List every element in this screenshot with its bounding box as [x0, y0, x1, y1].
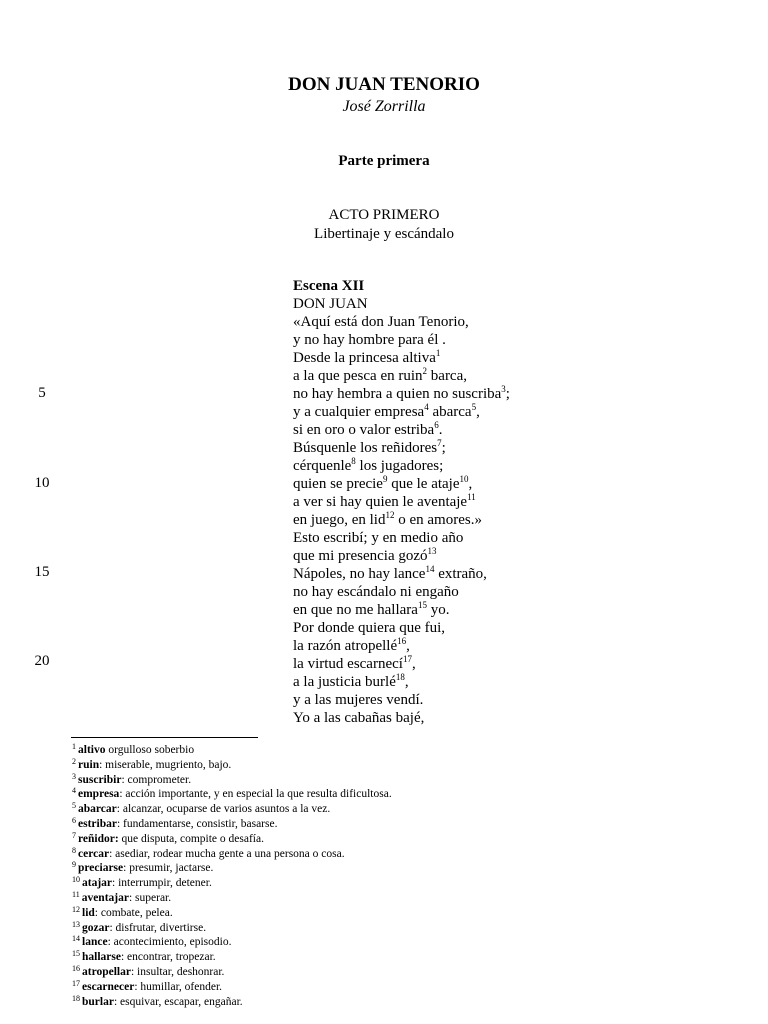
footnote-number: 14: [72, 934, 80, 944]
verse-text: a ver si hay quien le aventaje: [293, 494, 468, 510]
verse-line: [293, 547, 510, 565]
footnote-number: 7: [72, 830, 76, 840]
footnote: [72, 832, 392, 847]
footnote-definition: : miserable, mugriento, bajo.: [99, 758, 232, 771]
footnote-ref: 11: [467, 492, 476, 502]
verse-text: en que no me hallara: [293, 602, 418, 618]
verse-text: ;: [505, 386, 510, 402]
footnote-ref: 10: [459, 474, 469, 484]
verse-lines: [293, 313, 510, 727]
footnote: [72, 980, 392, 995]
footnote: [72, 758, 392, 773]
verse-line: [293, 421, 510, 439]
footnote-term: lid: [82, 906, 95, 919]
verse-line: [293, 493, 510, 511]
footnote-number: 3: [72, 771, 76, 781]
part-heading: Parte primera: [338, 153, 430, 169]
footnote: [72, 935, 392, 950]
footnote: [72, 802, 392, 817]
verse-line: [293, 601, 510, 619]
verse-line: [293, 331, 510, 349]
verse-line: [293, 619, 510, 637]
footnote-definition: : superar.: [128, 891, 172, 904]
line-number: 10: [34, 475, 50, 491]
line-number: 20: [34, 653, 50, 669]
verse-text: o en amores.»: [394, 512, 482, 528]
footnote-ref: 7: [437, 438, 442, 448]
footnote: [72, 995, 392, 1010]
verse-text: y a cualquier empresa: [293, 404, 425, 420]
verse-text: no hay escándalo ni engaño: [293, 584, 459, 600]
footnote-ref: 17: [402, 654, 412, 664]
footnote-term: gozar: [82, 921, 110, 934]
footnote-number: 9: [72, 860, 76, 870]
footnote-term: burlar: [82, 995, 114, 1008]
footnote-ref: 18: [395, 672, 405, 682]
verse-text: no hay hembra a quien no suscriba: [293, 386, 502, 402]
footnote-ref: 16: [397, 636, 407, 646]
verse-line: [293, 511, 510, 529]
verse-text: Búsquenle los reñidores: [293, 440, 438, 456]
footnote: [72, 906, 392, 921]
verse-text: abarca: [428, 404, 472, 420]
footnote-definition: : humillar, ofender.: [134, 980, 223, 993]
footnote-number: 13: [72, 919, 80, 929]
verse-text: ,: [411, 656, 416, 672]
footnote: [72, 787, 392, 802]
footnote-number: 15: [72, 949, 80, 959]
verse-line: [293, 313, 510, 331]
author-name: José Zorrilla: [342, 98, 426, 115]
footnote-definition: : asediar, rodear mucha gente a una persona o cosa.: [109, 847, 345, 860]
footnote-number: 6: [72, 815, 76, 825]
footnote-term: atajar: [82, 877, 113, 890]
verse-text: ,: [468, 476, 473, 492]
footnote-number: 11: [72, 889, 80, 899]
footnote-term: altivo: [78, 744, 106, 756]
footnotes-section: [72, 743, 392, 1009]
footnote-number: 18: [72, 993, 80, 1003]
footnote-definition: : disfrutar, divertirse.: [109, 921, 207, 934]
verse-text: Yo a las cabañas bajé,: [293, 710, 425, 726]
footnote-ref: 8: [351, 456, 356, 466]
footnote-term: atropellar: [82, 965, 131, 978]
verse-text: ,: [406, 638, 410, 654]
footnote-term: aventajar: [81, 891, 129, 904]
footnote-definition: : fundamentarse, consistir, basarse.: [116, 817, 278, 830]
verse-line: [293, 583, 510, 601]
verse-line: [293, 457, 510, 475]
footnote: [72, 861, 392, 876]
footnote: [72, 965, 392, 980]
footnote-definition: que disputa, compite o desafía.: [118, 832, 264, 845]
footnote-ref: 13: [427, 546, 437, 556]
footnote: [72, 921, 392, 936]
footnote-definition: : interrumpir, detener.: [112, 877, 212, 890]
verse-text: a la que pesca en ruin: [293, 368, 423, 384]
footnote-definition: : encontrar, tropezar.: [120, 951, 216, 964]
footnote-number: 10: [72, 875, 80, 885]
verse-line: [293, 709, 510, 727]
footnote-number: 12: [72, 904, 80, 914]
verse-text: ;: [441, 440, 446, 456]
verse-text: Esto escribí; y en medio año: [293, 530, 464, 546]
footnote: [72, 876, 392, 891]
footnote-ref: 9: [382, 474, 388, 484]
verse-text: los jugadores;: [355, 458, 444, 474]
verse-block: [293, 277, 510, 727]
verse-text: Desde la princesa altiva: [293, 350, 436, 366]
speaker-name: DON JUAN: [293, 296, 368, 312]
work-title: DON JUAN TENORIO: [288, 74, 480, 95]
verse-text: barca,: [427, 368, 467, 384]
verse-line: [293, 385, 510, 403]
footnote-term: empresa: [78, 788, 120, 801]
verse-line: [293, 349, 510, 367]
footnote-ref: 5: [471, 402, 477, 412]
verse-line: [293, 637, 510, 655]
verse-text: ,: [476, 404, 480, 420]
footnote-definition: : presumir, jactarse.: [123, 862, 214, 875]
footnote: [72, 847, 392, 862]
verse-text: .: [438, 422, 443, 438]
verse-text: la virtud escarnecí: [293, 656, 403, 672]
verse-line: [293, 673, 510, 691]
footnote: [72, 891, 392, 906]
footnote-number: 1: [72, 742, 76, 751]
scene-heading: Escena XII: [293, 278, 365, 294]
footnote-term: estribar: [78, 817, 117, 830]
verse-line: [293, 565, 510, 583]
footnote-term: hallarse: [82, 951, 121, 964]
verse-text: si en oro o valor estriba: [293, 422, 435, 438]
verse-line: [293, 403, 510, 421]
footnote-divider: [71, 737, 258, 738]
footnote-definition: : insultar, deshonrar.: [130, 965, 225, 978]
footnote-term: abarcar: [78, 803, 117, 816]
verse-line: [293, 367, 510, 385]
verse-text: y a las mujeres vendí.: [293, 692, 424, 708]
footnote-term: suscribir: [78, 773, 122, 786]
footnote-definition: : combate, pelea.: [94, 906, 173, 919]
footnote-definition: : alcanzar, ocuparse de varios asuntos a la vez.: [116, 803, 331, 816]
verse-text: extraño,: [434, 566, 487, 582]
line-number: 5: [38, 385, 46, 401]
verse-text: que le ataje: [387, 476, 460, 492]
line-number: 15: [34, 564, 50, 580]
verse-text: «Aquí está don Juan Tenorio,: [293, 314, 469, 330]
verse-text: Por donde quiera que fui,: [293, 620, 446, 636]
verse-text: yo.: [426, 602, 450, 618]
verse-text: quien se precie: [293, 476, 383, 492]
footnote-definition: orgulloso soberbio: [105, 744, 195, 756]
footnote-ref: 2: [422, 366, 428, 376]
verse-text: cérquenle: [293, 458, 352, 474]
footnote-definition: : acción importante, y en especial la que resulta dificultosa.: [119, 788, 392, 801]
footnote-term: preciarse: [78, 862, 124, 875]
footnote: [72, 743, 392, 758]
footnote-ref: 15: [417, 600, 427, 610]
footnote-number: 2: [72, 756, 76, 766]
footnote-ref: 12: [385, 510, 395, 520]
footnote-ref: 4: [424, 402, 429, 412]
footnote-term: cercar: [78, 847, 110, 860]
footnote-term: ruin: [78, 758, 100, 771]
verse-line: [293, 439, 510, 457]
footnote-number: 4: [72, 786, 76, 796]
footnote: [72, 950, 392, 965]
footnote: [72, 817, 392, 832]
footnote: [72, 773, 392, 788]
footnote-definition: : acontecimiento, episodio.: [107, 936, 232, 949]
footnote-number: 16: [72, 963, 80, 973]
footnote-term: reñidor:: [78, 832, 119, 845]
verse-text: que mi presencia gozó: [293, 548, 428, 564]
verse-line: [293, 655, 510, 673]
footnote-ref: 3: [501, 384, 506, 394]
footnote-definition: : esquivar, escapar, engañar.: [113, 995, 243, 1008]
verse-line: [293, 691, 510, 709]
footnote-ref: 6: [434, 420, 439, 430]
verse-line: [293, 475, 510, 493]
verse-line: [293, 529, 510, 547]
act-heading: ACTO PRIMERO: [328, 207, 440, 223]
verse-text: ,: [404, 674, 409, 690]
footnote-definition: : comprometer.: [121, 773, 192, 786]
footnote-number: 17: [72, 978, 80, 988]
footnote-ref: 1: [435, 348, 441, 358]
footnote-term: lance: [82, 936, 108, 949]
verse-text: a la justicia burlé: [293, 674, 396, 690]
verse-text: la razón atropellé: [293, 638, 398, 654]
verse-text: en juego, en lid: [293, 512, 386, 528]
footnote-term: escarnecer: [82, 980, 135, 993]
act-subtitle: Libertinaje y escándalo: [314, 226, 454, 242]
footnote-number: 5: [72, 801, 76, 811]
verse-text: Nápoles, no hay lance: [293, 566, 426, 582]
footnote-number: 8: [72, 845, 76, 855]
verse-text: y no hay hombre para él .: [293, 332, 446, 348]
footnote-ref: 14: [425, 564, 435, 574]
